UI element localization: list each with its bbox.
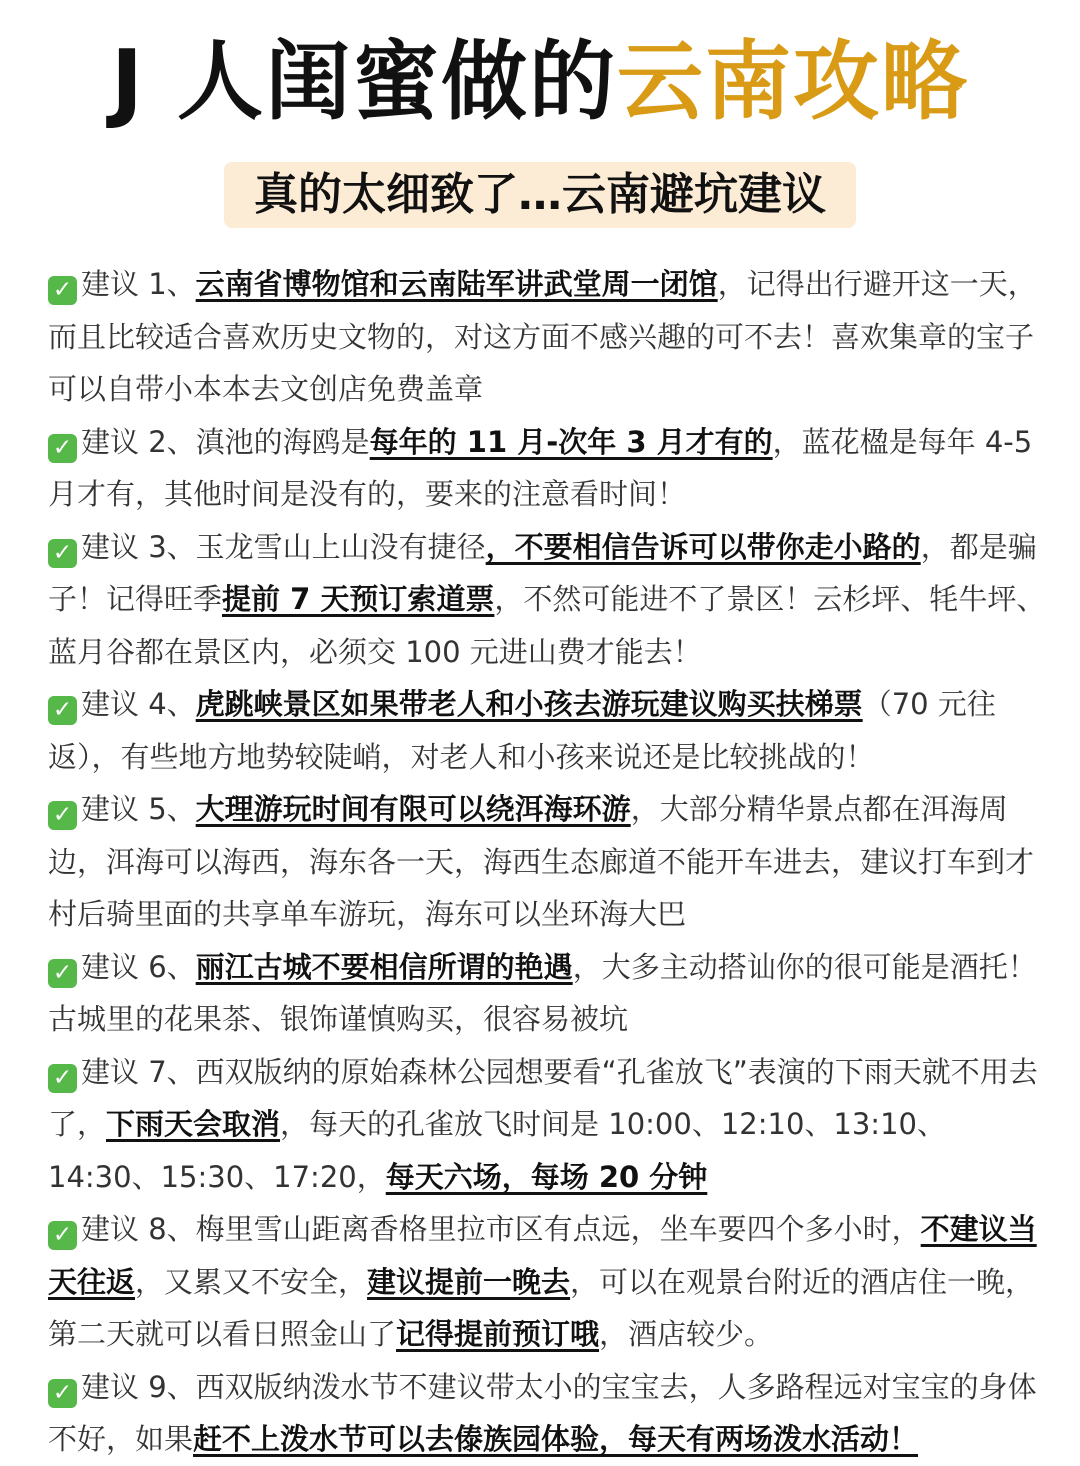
check-icon: ✓ — [48, 1064, 77, 1093]
tip-item-8 — [48, 1203, 1052, 1361]
tip-highlight: 虎跳峡景区如果带老人和小孩去游玩建议购买扶梯票 — [195, 687, 863, 721]
tip-item-1 — [48, 258, 1052, 416]
tip-text: ，酒店较少。 — [599, 1317, 774, 1351]
tip-text: ，大部分精华景点都在洱海周边，洱海可以海西，海东各一天，海西生态廊道不能开车进去，建议打车到才村后骑里面的共享单车游玩，海东可以坐环海大巴 — [48, 792, 1035, 931]
tip-highlight: 赶不上泼水节可以去傣族园体验，每天有两场泼水活动！ — [193, 1422, 919, 1456]
tip-text: 建议 6、 — [81, 949, 196, 984]
tip-text: ，不然可能进不了景区！云杉坪、牦牛坪、蓝月谷都在景区内，必须交 100 元进山费才能去！ — [48, 582, 1046, 669]
tip-item-9 — [48, 1361, 1052, 1466]
tip-text: ，大多主动搭讪你的很可能是酒托！古城里的花果茶、银饰谨慎购买，很容易被坑 — [48, 949, 1037, 1036]
tip-text: 建议 1、 — [81, 267, 196, 301]
tip-text: 建议 9、西双版纳泼水节不建议带太小的宝宝去，人多路程远对宝宝的身体不好，如果 — [48, 1369, 1037, 1456]
tip-item-3 — [48, 521, 1052, 679]
tip-highlight: 大理游玩时间有限可以绕洱海环游 — [195, 792, 631, 826]
tip-highlight: 建议提前一晚去 — [367, 1264, 571, 1299]
check-icon: ✓ — [48, 434, 77, 463]
tip-text: 建议 4、 — [81, 687, 196, 721]
tip-item-5 — [48, 783, 1052, 941]
tip-highlight: 提前 7 天预订索道票 — [222, 582, 495, 616]
tip-text: ，都是骗子！记得旺季 — [48, 529, 1037, 616]
tip-text: 建议 7、西双版纳的原始森林公园想要看“孔雀放飞”表演的下雨天就不用去了， — [48, 1054, 1038, 1141]
tip-text: 建议 8、梅里雪山距离香格里拉市区有点远，坐车要四个多小时， — [81, 1212, 921, 1246]
check-icon: ✓ — [48, 1221, 77, 1250]
tip-item-6 — [48, 941, 1052, 1046]
check-icon: ✓ — [48, 959, 77, 988]
tip-highlight: ，不要相信告诉可以带你走小路的 — [485, 529, 921, 564]
title-part-gold: 云南攻略 — [616, 32, 969, 132]
tip-item-2 — [48, 416, 1052, 521]
tip-highlight: 不建议当天往返 — [48, 1212, 1037, 1299]
tip-item-7 — [48, 1046, 1052, 1204]
tip-highlight: 每天六场，每场 20 分钟 — [385, 1159, 708, 1194]
tips-list — [48, 258, 1052, 1466]
page-title — [0, 20, 1080, 144]
check-icon: ✓ — [48, 539, 77, 568]
check-icon: ✓ — [48, 801, 77, 830]
check-icon: ✓ — [48, 276, 77, 305]
tip-text: 建议 3、玉龙雪山上山没有捷径 — [81, 529, 486, 564]
tip-text: ，蓝花楹是每年 4-5 月才有，其他时间是没有的，要来的注意看时间！ — [48, 424, 1033, 511]
tip-highlight: 云南省博物馆和云南陆军讲武堂周一闭馆 — [195, 267, 718, 301]
tip-text: ，每天的孔雀放飞时间是 10:00、12:10、13:10、14:30、15:30、17:20， — [48, 1107, 946, 1194]
tip-highlight: 每年的 11 月-次年 3 月才有的 — [369, 424, 773, 459]
tip-highlight: 记得提前预订哦 — [396, 1317, 600, 1351]
tip-text: 建议 5、 — [81, 792, 196, 826]
title-part-black: J 人闺蜜做的 — [111, 32, 617, 132]
subtitle: 真的太细致了…云南避坑建议 — [224, 162, 856, 228]
tip-text: ，记得出行避开这一天，而且比较适合喜欢历史文物的，对这方面不感兴趣的可不去！喜欢集章的宝子可以自带小本本去文创店免费盖章 — [48, 267, 1037, 406]
tip-text: ，可以在观景台附近的酒店住一晚，第二天就可以看日照金山了 — [48, 1264, 1035, 1351]
subtitle-banner — [0, 162, 1080, 228]
tip-highlight: 下雨天会取消 — [106, 1107, 281, 1141]
tip-text: （70 元往返），有些地方地势较陡峭，对老人和小孩来说还是比较挑战的！ — [48, 687, 996, 774]
tip-item-4 — [48, 678, 1052, 783]
check-icon: ✓ — [48, 1379, 77, 1408]
tip-highlight: 丽江古城不要相信所谓的艳遇 — [195, 949, 573, 984]
tip-text: ，又累又不安全， — [135, 1264, 368, 1299]
check-icon: ✓ — [48, 696, 77, 725]
tip-text: 建议 2、滇池的海鸥是 — [81, 424, 370, 459]
